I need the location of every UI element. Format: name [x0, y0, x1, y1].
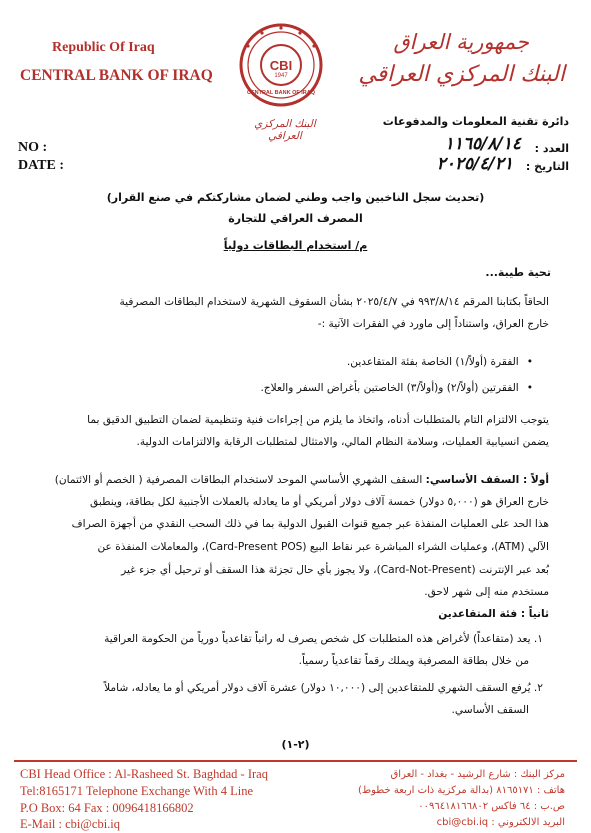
first-section-line-4: الآلي (ATM)، وعمليات الشراء المباشرة عبر نقاط البيع (Card-Present POS)، والمعاملات المنفذة عن — [97, 541, 549, 553]
page-number: (٢-١) — [281, 738, 310, 751]
footer-phone-ar: هاتف : ٨١٦٥١٧١ (بدالة مركزية ذات اربعة خطوط) — [357, 785, 565, 796]
pensioner-item-2-line-1: ٢. يُرفع السقف الشهري للمتقاعدين إلى (١٠,٠٠٠ دولار) عشرة آلاف دولار أمريكي أو ما يعادله، شاملاً — [104, 682, 543, 694]
first-section-heading: أولاً : السقف الأساسي: — [425, 474, 549, 486]
first-section-line-6: مستخدم منه إلى شهر لاحق. — [424, 586, 549, 598]
footer-pobox-en: P.O Box: 64 Fax : 0096418166802 — [20, 801, 194, 815]
date-label-ar: التاريخ : — [525, 160, 569, 173]
greeting: تحية طيبة... — [485, 266, 551, 279]
date-label: DATE : — [18, 158, 65, 173]
footer-email-ar: البريد الالكتروني : cbi@cbi.iq — [436, 817, 565, 828]
first-section-line-3: هذا الحد على العمليات المنفذة عبر جميع قنوات القبول الدولية بما في ذلك السحب النقدي من أجهزة الصراف — [71, 518, 549, 530]
central-bank-name-ar: البنك المركزي العراقي — [358, 62, 565, 87]
republic-of-iraq-en: Republic Of Iraq — [52, 40, 155, 55]
bullet-item-1: • الفقرة (أولاً/١) الخاصة بفئة المتقاعدين. — [347, 352, 533, 372]
second-section-heading: ثانياً : فئة المتقاعدين — [438, 608, 549, 620]
intro-line-2: خارج العراق، واستناداً إلى ماورد في الفقرات الآتية :- — [317, 318, 549, 330]
footer-address-ar: مركز البنك : شارع الرشيد - بغداد - العراق — [390, 769, 565, 780]
subject: م/ استخدام البطاقات دولياً — [223, 239, 368, 252]
footer-pobox-ar: ص.ب : ٦٤ فاكس ٠٠٩٦٤١٨١٦٦٨٠٢ — [418, 801, 565, 812]
first-section-line-2: خارج العراق هو (٥,٠٠٠ دولار) خمسة آلاف دولار أمريكي أو ما يعادله بالعملات الأجنبية لكل بطاقة، وينطبق — [90, 496, 549, 508]
pensioner-item-2-line-2: السقف الأساسي. — [451, 704, 529, 716]
document-number: ١١٦٥/٨/١٤ — [444, 134, 521, 154]
compliance-line-1: يتوجب الالتزام التام بالمتطلبات أدناه، واتخاذ ما يلزم من إجراءات فنية وتنظيمية لضمان التطبيق الدقيق بما — [87, 414, 549, 426]
seal-caption-ar: البنك المركزي العراقي — [254, 118, 316, 142]
first-section-line-1 — [55, 470, 549, 490]
cbi-seal — [238, 22, 324, 112]
slogan: (تحديث سجل الناخبين واجب وطني لضمان مشاركتكم في صنع القرار) — [106, 191, 485, 204]
compliance-line-2: يضمن انسيابية العمليات، وسلامة النظام المالي، والامتثال لمتطلبات الرقابة والالتزامات الدولية. — [136, 436, 549, 448]
seal-year: 1947 — [274, 73, 288, 79]
central-bank-name-en: CENTRAL BANK OF IRAQ — [20, 67, 213, 84]
seal-center-text: CBI — [269, 58, 293, 73]
bullet-item-2: • الفقرتين (أولاً/٢) و(أولاً/٣) الخاصتين بأغراض السفر والعلاج. — [260, 378, 533, 398]
department-name: دائرة تقنية المعلومات والمدفوعات — [382, 115, 569, 128]
first-section-line-5: بُعد عبر الإنترنت (Card-Not-Present)، ولا يجوز بأي حال تجزئة هذا السقف أو ترحيل أي جزء غير — [121, 564, 549, 576]
footer-address-en: CBI Head Office : Al-Rasheed St. Baghdad - Iraq — [20, 767, 268, 781]
recipient: المصرف العراقي للتجارة — [228, 212, 363, 225]
number-label-ar: العدد : — [534, 142, 569, 155]
footer-divider — [14, 760, 577, 762]
intro-line-1: الحاقاً بكتابنا المرقم ٩٩٣/٨/١٤ في ٢٠٢٥/٤/٧ بشأن السقوف الشهرية لاستخدام البطاقات المصرفية — [119, 296, 549, 308]
pensioner-item-1-line-2: من خلال بطاقة المصرفية ويملك رقماً تقاعدياً رسمياً. — [298, 655, 529, 667]
first-section-text: السقف الشهري الأساسي الموحد لاستخدام البطاقات المصرفية ( الخصم أو الائتمان) — [54, 474, 426, 486]
pensioner-item-1-line-1: ١. يعد (متقاعداً) لأغراض هذه المتطلبات كل شخص يصرف له راتباً تقاعدياً دورياً من الحكومة العراقية — [104, 633, 543, 645]
republic-of-iraq-ar: جمهورية العراق — [393, 30, 529, 54]
footer-email-en: E-Mail : cbi@cbi.iq — [20, 817, 121, 831]
document-date: ٢٠٢٥/٤/٢١ — [436, 154, 513, 174]
footer-phone-en: Tel:8165171 Telephone Exchange With 4 Line — [20, 784, 253, 798]
seal-ring-text: CENTRAL BANK OF IRAQ — [246, 90, 316, 96]
no-label: NO : — [18, 140, 48, 155]
